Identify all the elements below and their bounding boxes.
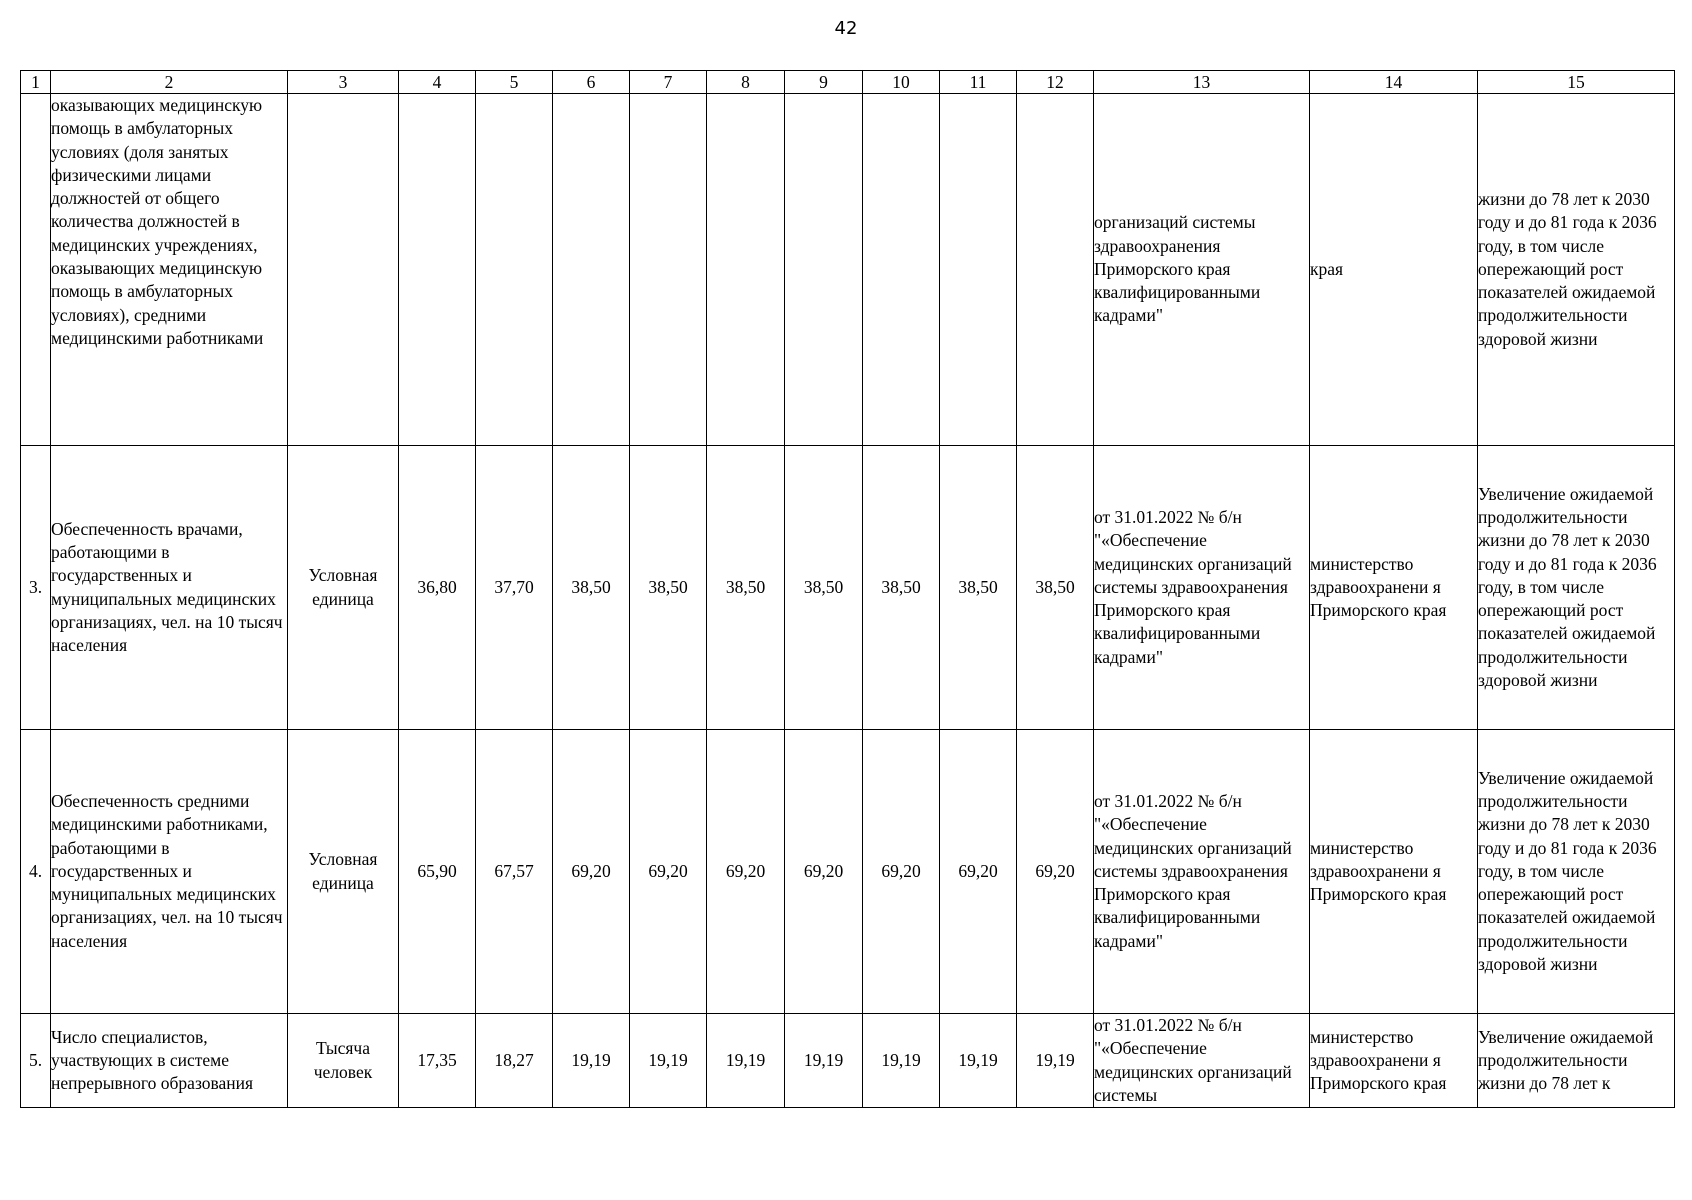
column-header: 13 [1094,71,1310,94]
value-cell [863,94,940,446]
value-cell: 38,50 [785,446,863,730]
goal-description: Увеличение ожидаемой продолжительности жизни до 78 лет к [1478,1014,1675,1108]
column-header: 4 [399,71,476,94]
document-reference: от 31.01.2022 № б/н "«Обеспечение медицинских организаций системы [1094,1014,1310,1108]
value-cell: 36,80 [399,446,476,730]
unit-of-measure: Условная единица [288,446,399,730]
unit-of-measure: Тысяча человек [288,1014,399,1108]
goal-description: жизни до 78 лет к 2030 году и до 81 года к 2036 году, в том числе опережающий рост показателей ожидаемой продолжительности здоровой жизни [1478,94,1675,446]
row-number: 3. [21,446,51,730]
responsible-body: министерство здравоохранени я Приморского края [1310,1014,1478,1108]
column-header: 10 [863,71,940,94]
unit-of-measure [288,94,399,446]
table-row [21,94,1675,446]
indicator-name: Обеспеченность средними медицинскими работниками, работающими в государственных и муниципальных медицинских организациях, чел. на 10 тысяч населения [51,730,288,1014]
value-cell [399,94,476,446]
value-cell: 38,50 [940,446,1017,730]
responsible-body: министерство здравоохранени я Приморского края [1310,730,1478,1014]
value-cell: 19,19 [940,1014,1017,1108]
value-cell: 69,20 [630,730,707,1014]
value-cell: 19,19 [785,1014,863,1108]
value-cell [1017,94,1094,446]
unit-of-measure: Условная единица [288,730,399,1014]
goal-description: Увеличение ожидаемой продолжительности жизни до 78 лет к 2030 году и до 81 года к 2036 году, в том числе опережающий рост показателей ожидаемой продолжительности здоровой жизни [1478,446,1675,730]
value-cell [476,94,553,446]
value-cell [630,94,707,446]
value-cell: 69,20 [553,730,630,1014]
row-number [21,94,51,446]
table-row [21,730,1675,1014]
column-header: 5 [476,71,553,94]
value-cell: 38,50 [553,446,630,730]
value-cell: 69,20 [785,730,863,1014]
row-number: 5. [21,1014,51,1108]
column-header: 7 [630,71,707,94]
value-cell: 69,20 [1017,730,1094,1014]
table-row [21,1014,1675,1108]
indicator-name: оказывающих медицинскую помощь в амбулаторных условиях (доля занятых физическими лицами должностей от общего количества должностей в медицинских учреждениях, оказывающих медицинскую помощь в амбулаторных условиях), средними медицинскими работниками [51,94,288,446]
value-cell: 69,20 [940,730,1017,1014]
responsible-body: края [1310,94,1478,446]
indicator-name: Число специалистов, участвующих в системе непрерывного образования [51,1014,288,1108]
value-cell: 37,70 [476,446,553,730]
value-cell: 69,20 [863,730,940,1014]
value-cell: 38,50 [863,446,940,730]
value-cell: 67,57 [476,730,553,1014]
table-row [21,446,1675,730]
column-header: 11 [940,71,1017,94]
value-cell [940,94,1017,446]
row-number: 4. [21,730,51,1014]
value-cell: 65,90 [399,730,476,1014]
value-cell: 18,27 [476,1014,553,1108]
value-cell [707,94,785,446]
header-row [21,71,1675,94]
column-header: 6 [553,71,630,94]
document-reference: от 31.01.2022 № б/н "«Обеспечение медицинских организаций системы здравоохранения Приморского края квалифицированными кадрами" [1094,446,1310,730]
value-cell [785,94,863,446]
document-reference: организаций системы здравоохранения Приморского края квалифицированными кадрами" [1094,94,1310,446]
column-header: 8 [707,71,785,94]
page-number: 42 [834,18,858,39]
column-header: 14 [1310,71,1478,94]
column-header: 2 [51,71,288,94]
column-header: 3 [288,71,399,94]
value-cell: 19,19 [553,1014,630,1108]
value-cell: 69,20 [707,730,785,1014]
value-cell: 19,19 [630,1014,707,1108]
column-header: 9 [785,71,863,94]
value-cell [553,94,630,446]
value-cell: 38,50 [1017,446,1094,730]
indicator-name: Обеспеченность врачами, работающими в государственных и муниципальных медицинских организациях, чел. на 10 тысяч населения [51,446,288,730]
value-cell: 19,19 [1017,1014,1094,1108]
value-cell: 19,19 [707,1014,785,1108]
value-cell: 38,50 [630,446,707,730]
responsible-body: министерство здравоохранени я Приморского края [1310,446,1478,730]
value-cell: 19,19 [863,1014,940,1108]
document-reference: от 31.01.2022 № б/н "«Обеспечение медицинских организаций системы здравоохранения Приморского края квалифицированными кадрами" [1094,730,1310,1014]
column-header: 1 [21,71,51,94]
value-cell: 38,50 [707,446,785,730]
column-header: 15 [1478,71,1675,94]
goal-description: Увеличение ожидаемой продолжительности жизни до 78 лет к 2030 году и до 81 года к 2036 году, в том числе опережающий рост показателей ожидаемой продолжительности здоровой жизни [1478,730,1675,1014]
indicators-table [20,70,1675,1108]
column-header: 12 [1017,71,1094,94]
value-cell: 17,35 [399,1014,476,1108]
